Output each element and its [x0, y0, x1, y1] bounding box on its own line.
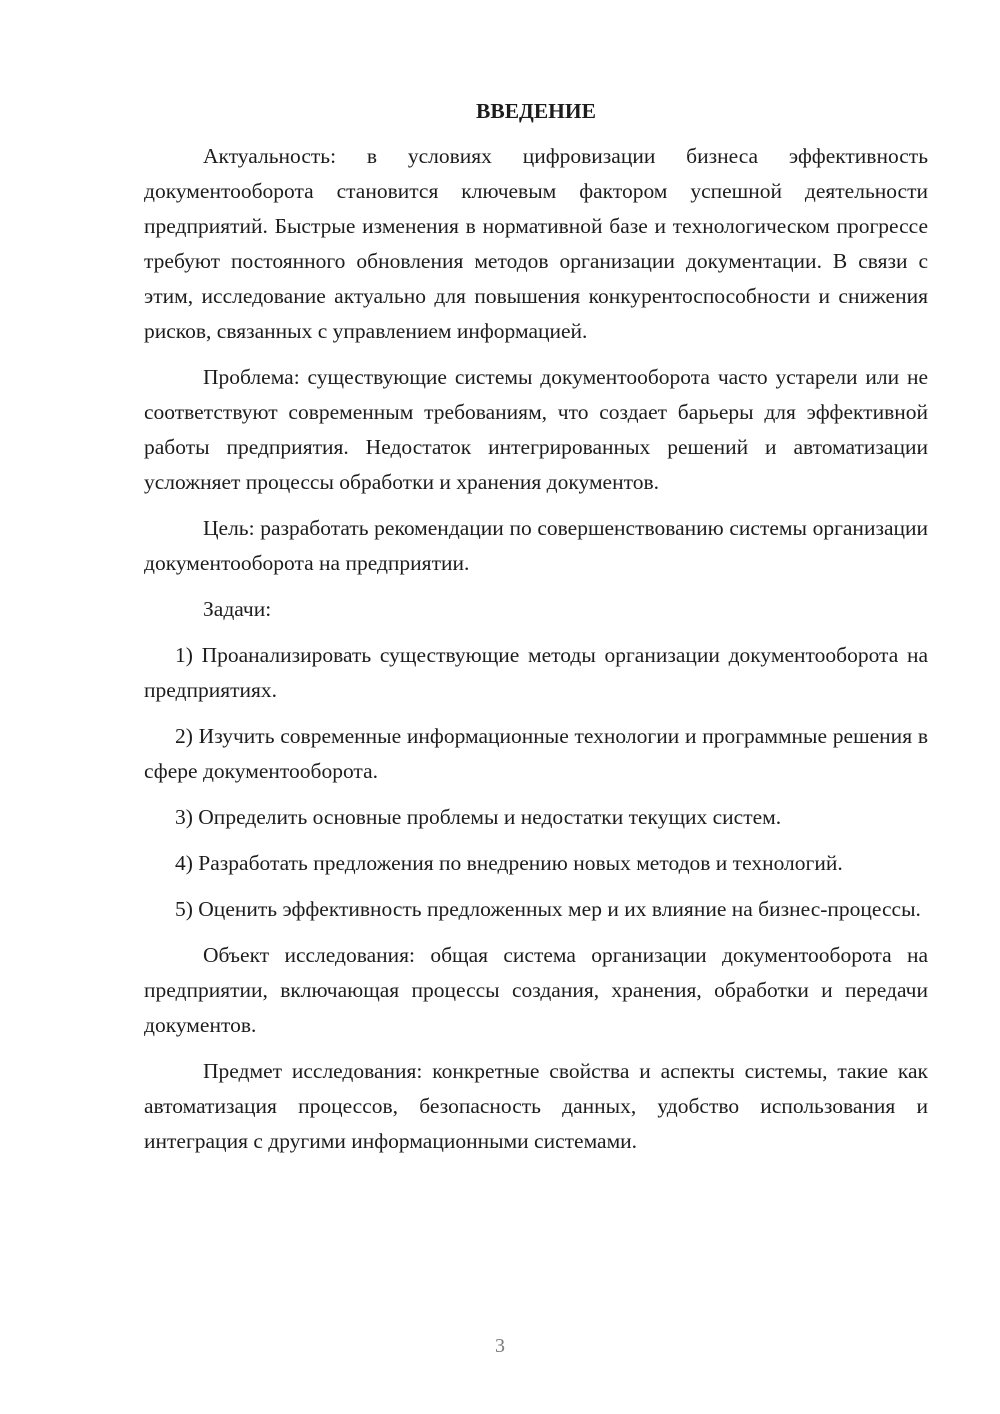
tasks-heading: Задачи:: [203, 597, 272, 621]
page-number: 3: [495, 1335, 505, 1357]
goal-paragraph: Цель: разработать рекомендации по совершенствованию системы организации документооборота на предприятии.: [144, 516, 928, 575]
section-title: ВВЕДЕНИЕ: [476, 99, 596, 123]
relevance-paragraph: Актуальность: в условиях цифровизации бизнеса эффективность документооборота становится ключевым фактором успешной деятельности предприятий. Быстрые изменения в нормативной базе и технологическом прогрессе требуют постоянного обновления методов организации документации. В связи с этим, исследование актуально для повышения конкурентоспособности и снижения рисков, связанных с управлением информацией.: [144, 144, 928, 343]
task-item: 2) Изучить современные информационные технологии и программные решения в сфере документооборота.: [144, 724, 928, 783]
task-item: 5) Оценить эффективность предложенных мер и их влияние на бизнес-процессы.: [175, 897, 921, 921]
document-page: [144, 94, 928, 1159]
problem-paragraph: Проблема: существующие системы документооборота часто устарели или не соответствуют современным требованиям, что создает барьеры для эффективной работы предприятия. Недостаток интегрированных решений и автоматизации усложняет процессы обработки и хранения документов.: [144, 365, 928, 494]
subject-paragraph: Предмет исследования: конкретные свойства и аспекты системы, такие как автоматизация процессов, безопасность данных, удобство использования и интеграция с другими информационными системами.: [144, 1059, 928, 1153]
task-item: 1) Проанализировать существующие методы организации документооборота на предприятиях.: [144, 643, 928, 702]
tasks-list: [144, 638, 928, 927]
task-item: 3) Определить основные проблемы и недостатки текущих систем.: [175, 805, 782, 829]
object-paragraph: Объект исследования: общая система организации документооборота на предприятии, включающая процессы создания, хранения, обработки и передачи документов.: [144, 943, 928, 1037]
task-item: 4) Разработать предложения по внедрению новых методов и технологий.: [175, 851, 843, 875]
